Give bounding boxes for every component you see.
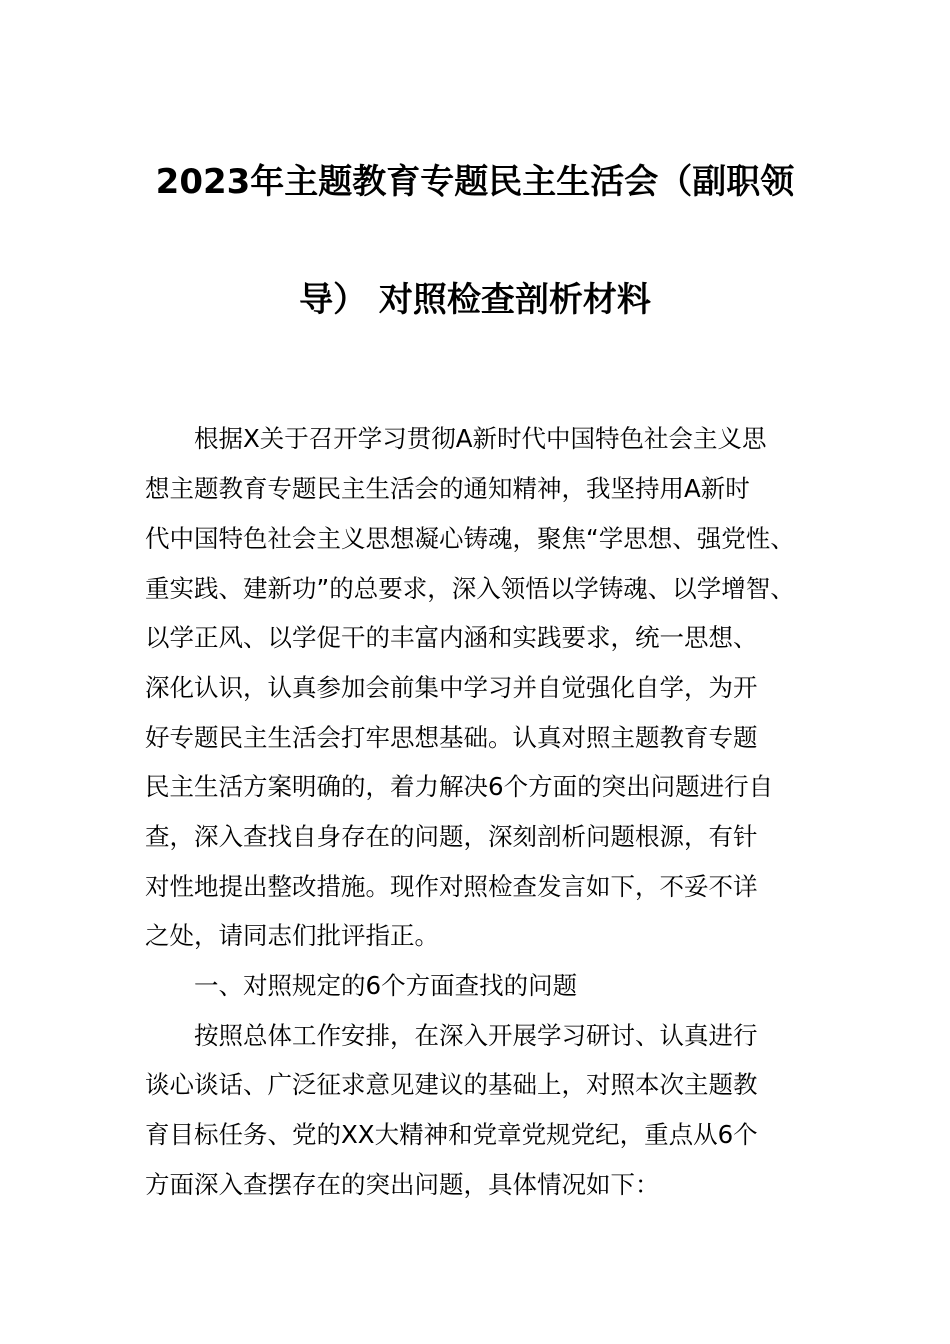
paragraph1-line: 对性地提出整改措施。现作对照检查发言如下，不妥不详 — [145, 872, 758, 901]
paragraph2-line: 方面深入查摆存在的突出问题，具体情况如下： — [145, 1170, 660, 1199]
paragraph2-line: 谈心谈话、广泛征求意见建议的基础上，对照本次主题教 — [145, 1070, 758, 1099]
paragraph2-line: 育目标任务、党的XX大精神和党章党规党纪，重点从6个 — [145, 1120, 758, 1149]
paragraph2-line: 按照总体工作安排，在深入开展学习研讨、认真进行 — [194, 1021, 758, 1050]
paragraph1-line: 好专题民主生活会打牢思想基础。认真对照主题教育专题 — [145, 723, 758, 752]
section1-heading: 一、对照规定的6个方面查找的问题 — [194, 971, 578, 1000]
paragraph1-line: 民主生活方案明确的，着力解决6个方面的突出问题进行自 — [145, 772, 774, 801]
paragraph1-line: 查，深入查找自身存在的问题，深刻剖析问题根源，有针 — [145, 822, 758, 851]
paragraph1-line: 想主题教育专题民主生活会的通知精神，我坚持用A新时 — [145, 474, 750, 503]
paragraph1-line: 重实践、建新功”的总要求，深入领悟以学铸魂、以学增智、 — [145, 574, 795, 603]
paragraph1-line: 代中国特色社会主义思想凝心铸魂，聚焦“学思想、强党性、 — [145, 524, 795, 553]
paragraph1-line: 根据X关于召开学习贯彻A新时代中国特色社会主义思 — [194, 424, 767, 453]
paragraph1-line: 以学正风、以学促干的丰富内涵和实践要求，统一思想、 — [145, 623, 758, 652]
paragraph1-line: 之处，请同志们批评指正。 — [145, 921, 439, 950]
paragraph1-line: 深化认识，认真参加会前集中学习并自觉强化自学，为开 — [145, 673, 758, 702]
document-title-line-1: 2023年主题教育专题民主生活会（副职领 — [155, 162, 795, 202]
document-title-line-2: 导） 对照检查剖析材料 — [299, 280, 651, 320]
